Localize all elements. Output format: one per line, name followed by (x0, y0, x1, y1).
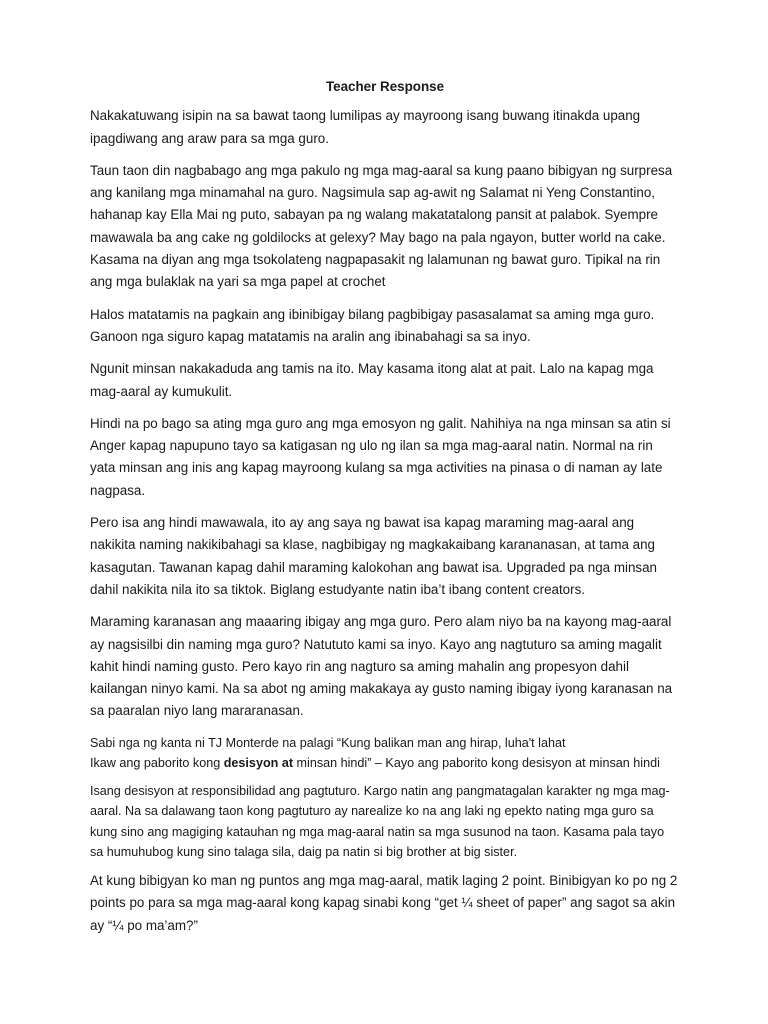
paragraph-3: Halos matatamis na pagkain ang ibinibigay bilang pagbibigay pasasalamat sa aming mga guro. Ganoon nga siguro kapag matatamis na aralin ang ibinabahagi sa sa inyo. (90, 306, 655, 344)
paragraph-6: Pero isa ang hindi mawawala, ito ay ang saya ng bawat isa kapag maraming mag-aaral ang nakikita naming nakikibahagi sa klase, nagbibigay ng magkakaibang karananasan, at tama ang kasagutan. Tawanan kapag dahil maraming kalokohan ang bawat isa. Upgraded pa nga minsan dahil nakikita nila ito sa tiktok. Biglang estudyante natin iba’t ibang content creators. (90, 515, 658, 597)
song-quote-line-2-end: minsan hindi” – Kayo ang paborito kong desisyon at minsan hindi (293, 755, 660, 770)
paragraph-4: Ngunit minsan nakakaduda ang tamis na ito. May kasama itong alat at pait. Lalo na kapag mga mag-aaral ay kumukulit. (90, 361, 654, 399)
paragraph-1: Nakakatuwang isipin na sa bawat taong lumilipas ay mayroong isang buwang itinakda upang ipagdiwang ang araw para sa mga guro. (90, 108, 641, 146)
paragraph-9: Isang desisyon at responsibilidad ang pagtuturo. Kargo natin ang pangmatagalan karakter ng mga mag-aaral. Na sa dalawang taon kong pagtuturo ay narealize ko na ang laki ng epekto nating mga guro sa kung sino ang magiging katauhan ng mga mag-aaral natin sa mga susunod na taon. Kasama pala tayo sa humuhubog kung sino talaga sila, daig pa natin si big brother at big sister. (90, 784, 670, 859)
document-title: Teacher Response (325, 79, 445, 94)
song-quote-line-2-start: Ikaw ang paborito kong (90, 755, 224, 770)
paragraph-2: Taun taon din nagbabago ang mga pakulo ng mga mag-aaral sa kung paano bibigyan ng surpresa ang kanilang mga minamahal na guro. Nagsimula sap ag-awit ng Salamat ni Yeng Constantino, hahanap kay Ella Mai ng puto, sabayan pa ng walang makatatalong pansit at palabok. Syempre mawawala ba ang cake ng goldilocks at gelexy? May bago na pala ngayon, butter world na cake. Kasama na diyan ang mga tsokolateng nagpapasakit ng lalamunan ng bawat guro. Tipikal na rin ang mga bulaklak na yari sa mga papel at crochet (90, 162, 673, 290)
paragraph-7: Maraming karanasan ang maaaring ibigay ang mga guro. Pero alam niyo ba na kayong mag-aaral ay nagsisilbi din naming mga guro? Natututo kami sa inyo. Kayo ang nagtuturo sa aming magalit kahit hindi naming gusto. Pero kayo rin ang nagturo sa aming mahalin ang propesyon dahil kailangan ninyo kami. Na sa abot ng aming makakaya ay gusto naming ibigay iyong karanasan na sa paaralan niyo lang mararanasan. (90, 614, 673, 719)
paragraph-5: Hindi na po bago sa ating mga guro ang mga emosyon ng galit. Nahihiya na nga minsan sa atin si Anger kapag napupuno tayo sa katigasan ng ulo ng ilan sa mga mag-aaral natin. Normal na rin yata minsan ang inis ang kapag mayroong kulang sa mga activities na pinasa o di naman ay late nagpasa. (90, 415, 671, 498)
song-quote-bold-text: desisyon at (223, 755, 294, 770)
paragraph-8-song-quote (90, 733, 680, 773)
song-quote-line-1: Sabi nga ng kanta ni TJ Monterde na palagi “Kung balikan man ang hirap, luha't lahat (90, 735, 566, 750)
paragraph-10: At kung bibigyan ko man ng puntos ang mga mag-aaral, matik laging 2 point. Binibigyan ko po ng 2 points po para sa mga mag-aaral kong kapag sinabi kong “get ¼ sheet of paper” ang sagot sa akin ay “¼ po ma’am?” (90, 872, 678, 933)
document-page (90, 76, 680, 947)
